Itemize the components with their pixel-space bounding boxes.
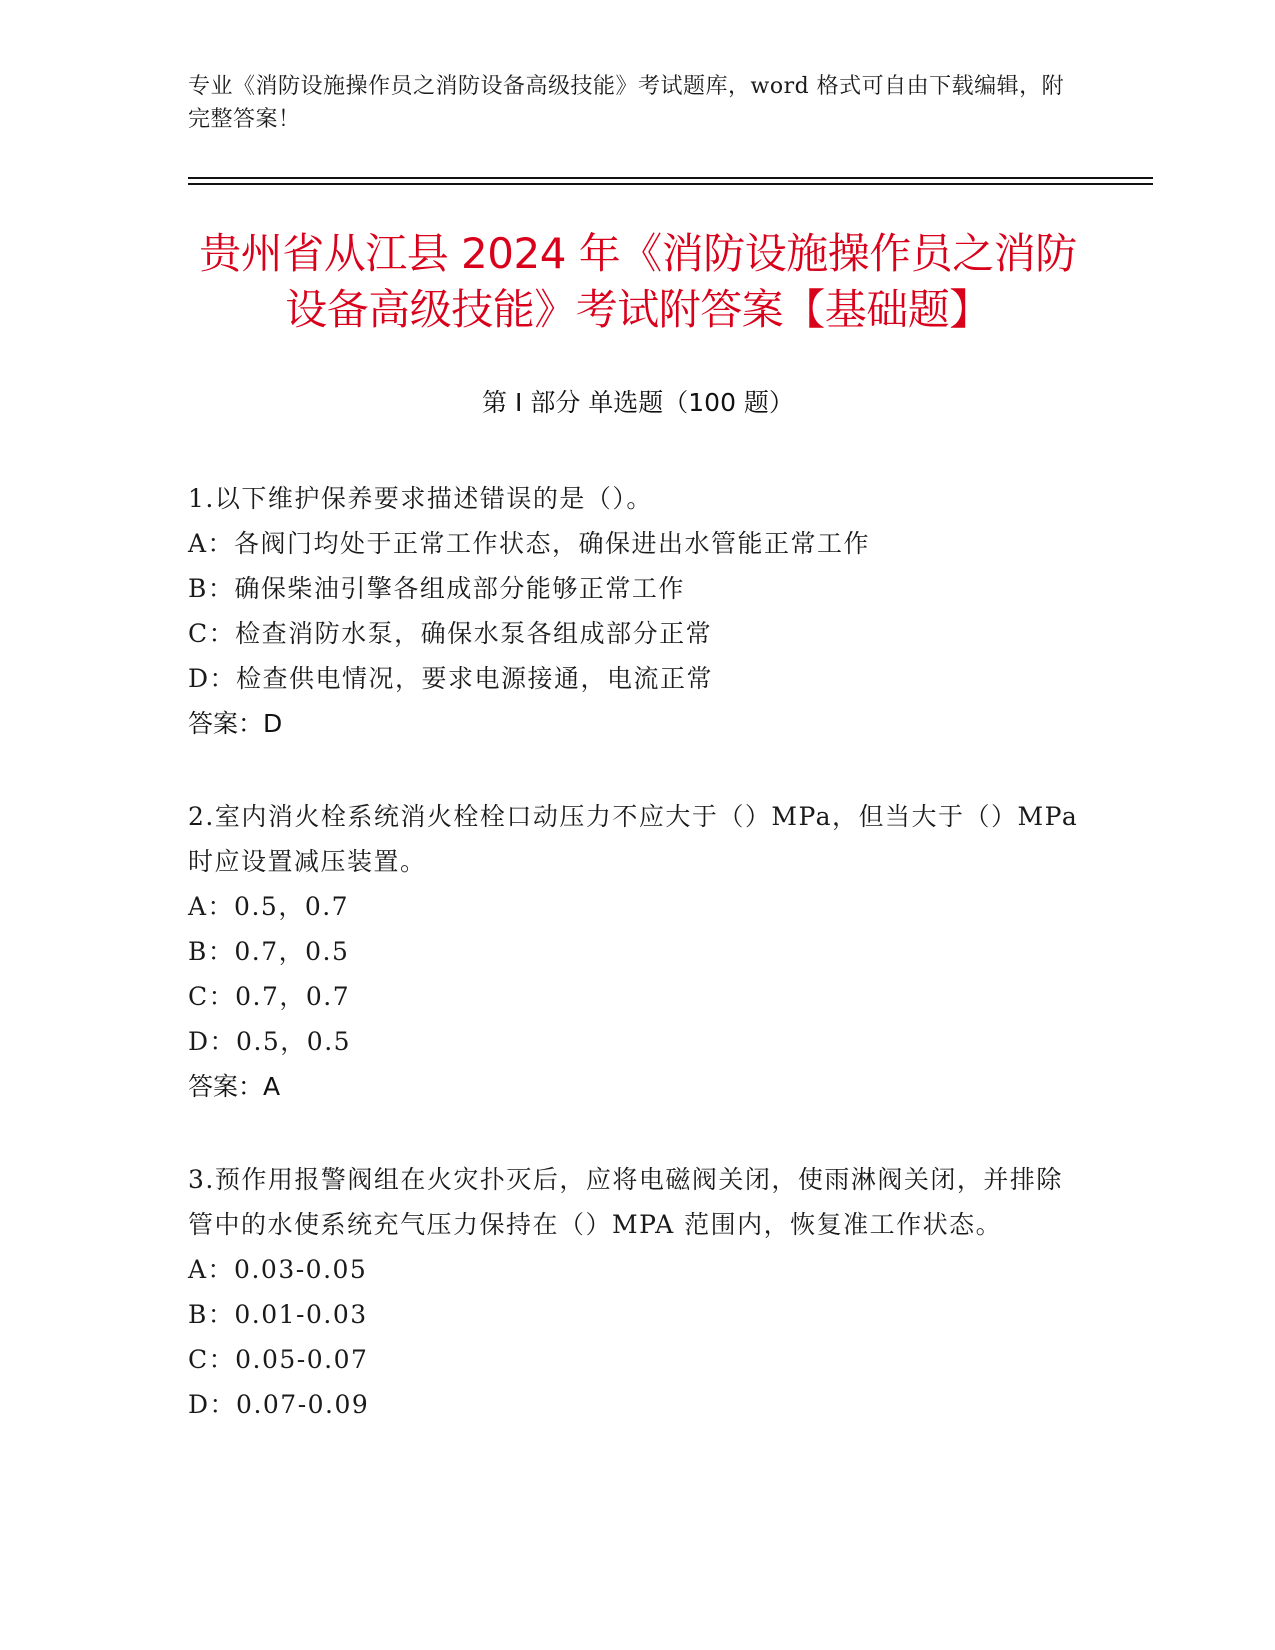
header-note: 专业《消防设施操作员之消防设备高级技能》考试题库，word 格式可自由下载编辑，附完整答案！ (188, 74, 1065, 132)
header-divider-top (188, 177, 1153, 179)
option-b: B：确保柴油引擎各组成部分能够正常工作 (188, 574, 685, 603)
option-a: A：0.03-0.05 (188, 1255, 368, 1284)
question-stem: 3.预作用报警阀组在火灾扑灭后，应将电磁阀关闭，使雨淋阀关闭，并排除管中的水使系统充气压力保持在（）MPA 范围内，恢复准工作状态。 (188, 1165, 1063, 1239)
answer: 答案：D (188, 709, 283, 738)
option-a: A：各阀门均处于正常工作状态，确保进出水管能正常工作 (188, 529, 871, 558)
option-b: B：0.01-0.03 (188, 1300, 368, 1329)
option-b: B：0.7，0.5 (188, 937, 350, 966)
question-1 (188, 476, 1088, 746)
option-d: D：检查供电情况，要求电源接通，电流正常 (188, 664, 714, 693)
document-title: 贵州省从江县 2024 年《消防设施操作员之消防设备高级技能》考试附答案【基础题】 (199, 229, 1077, 334)
question-3 (188, 1157, 1088, 1427)
question-list (188, 476, 1088, 1475)
option-c: C：0.7，0.7 (188, 982, 351, 1011)
option-c: C：0.05-0.07 (188, 1345, 369, 1374)
option-d: D：0.07-0.09 (188, 1390, 370, 1419)
header-divider-bottom (188, 183, 1153, 185)
option-d: D：0.5，0.5 (188, 1027, 352, 1056)
question-stem: 2.室内消火栓系统消火栓栓口动压力不应大于（）MPa，但当大于（）MPa 时应设置减压装置。 (188, 802, 1079, 876)
section-title: 第 I 部分 单选题（100 题） (482, 388, 794, 417)
question-2 (188, 794, 1088, 1109)
option-c: C：检查消防水泵，确保水泵各组成部分正常 (188, 619, 713, 648)
answer: 答案：A (188, 1072, 281, 1101)
question-stem: 1.以下维护保养要求描述错误的是（）。 (188, 484, 653, 513)
option-a: A：0.5，0.7 (188, 892, 350, 921)
